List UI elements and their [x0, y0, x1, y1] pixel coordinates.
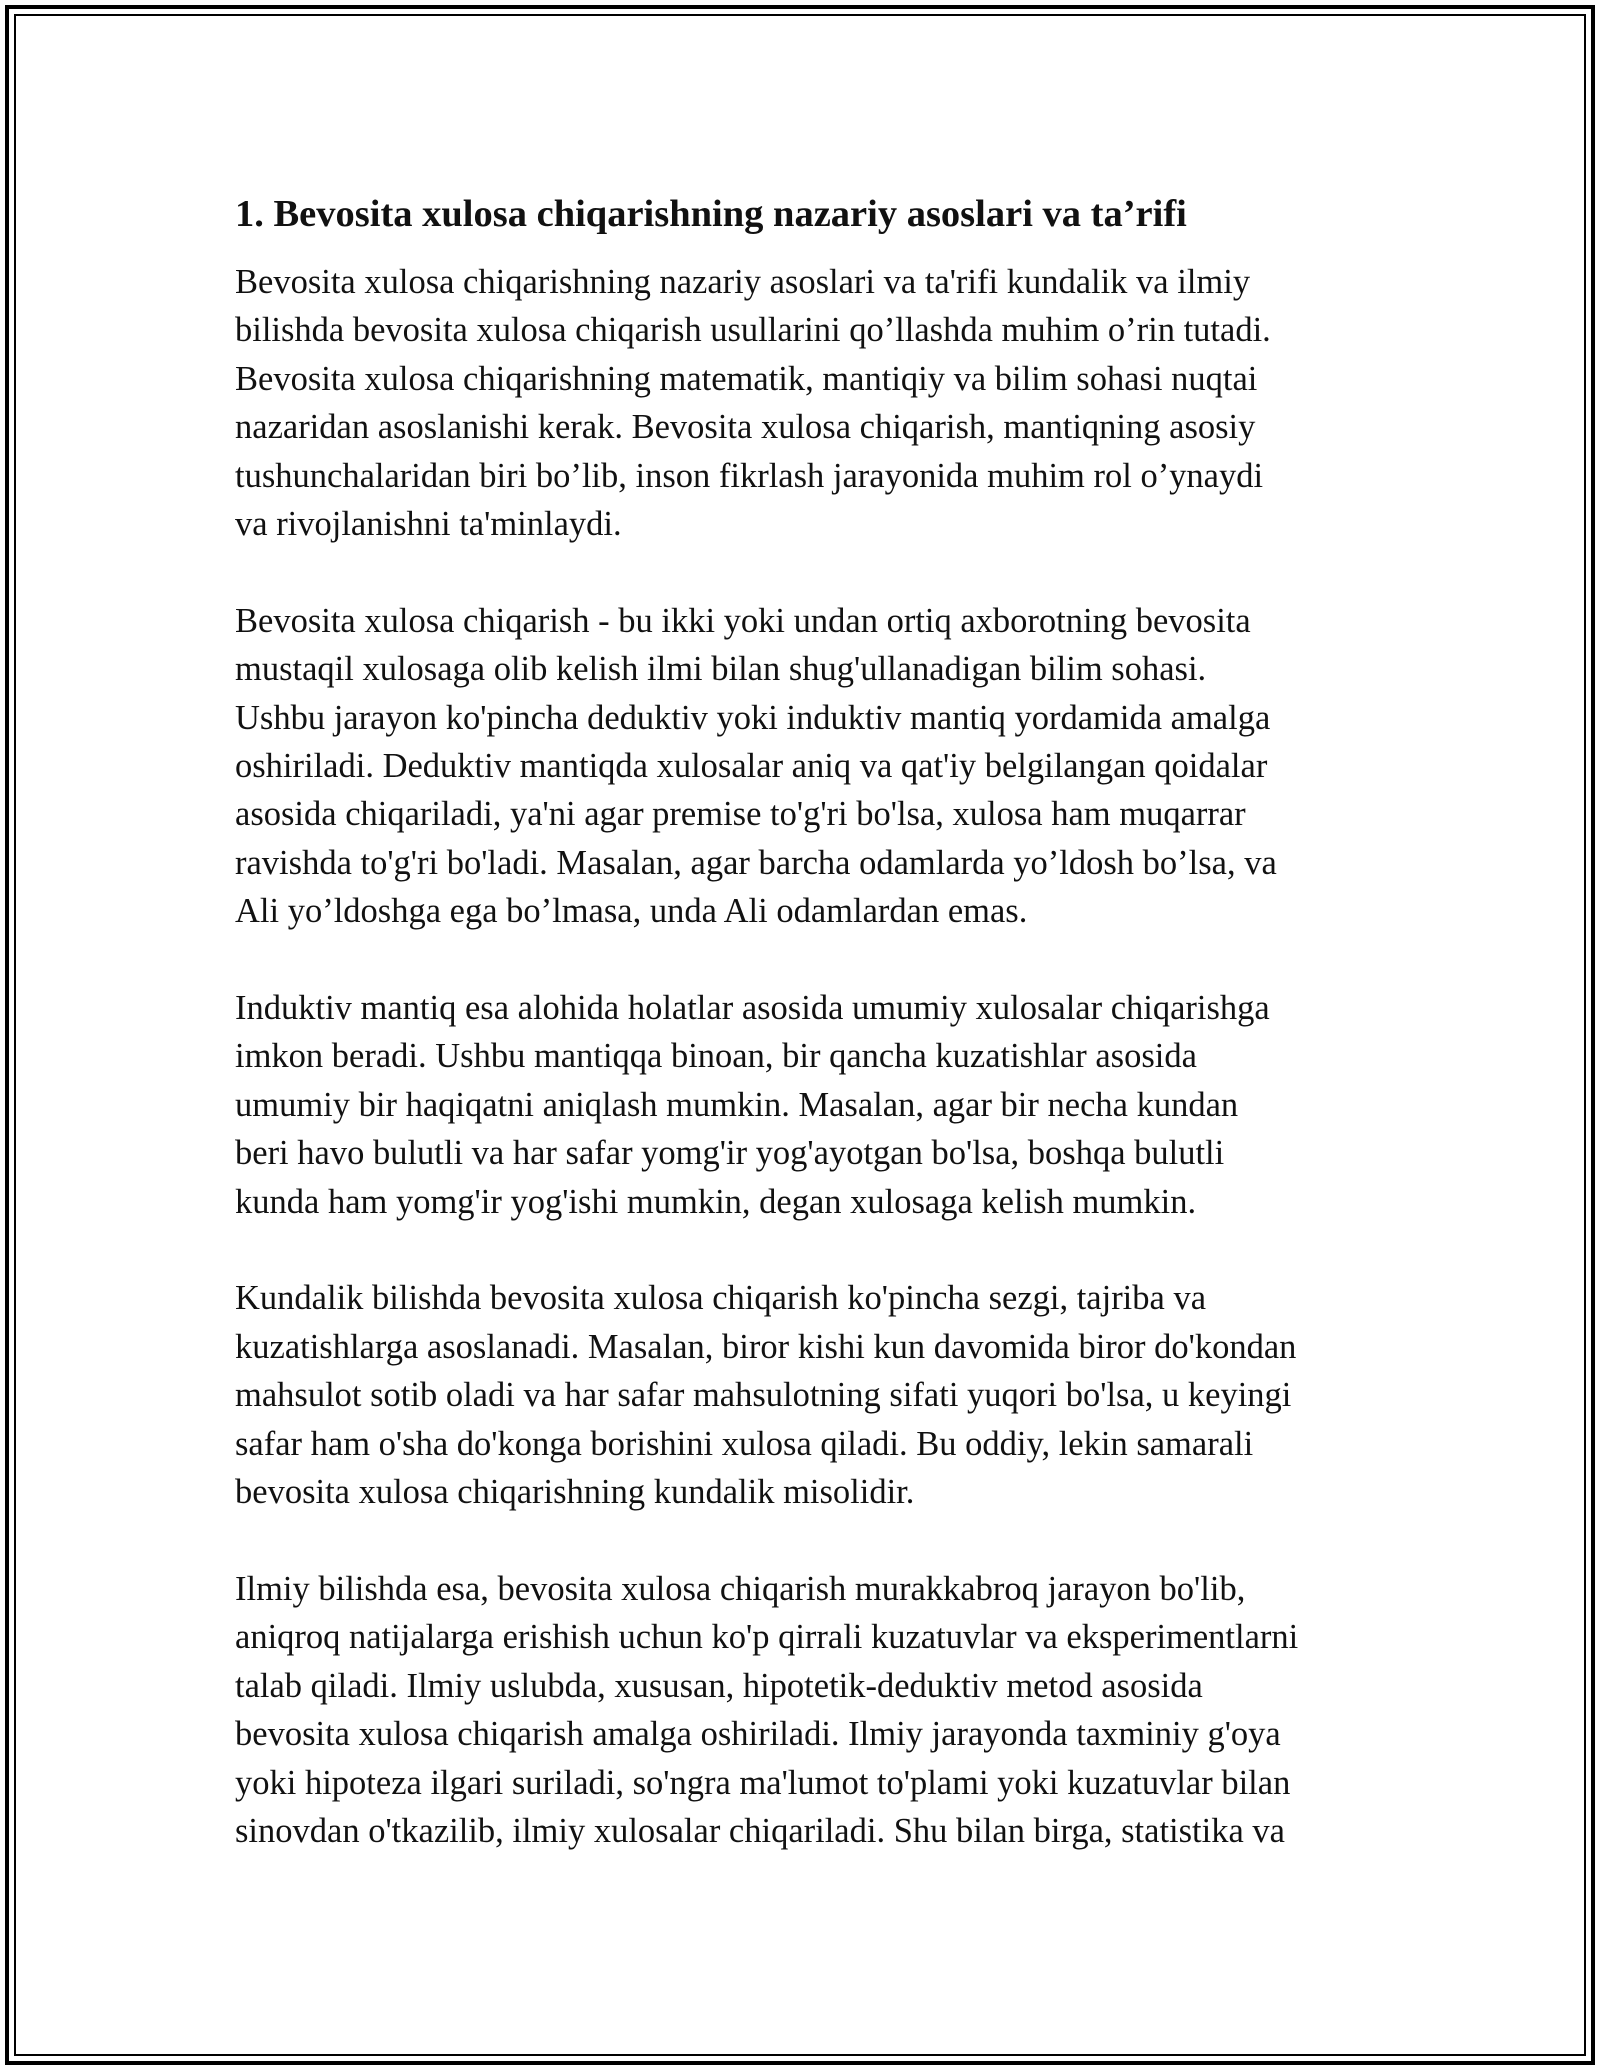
text-line: mustaqil xulosaga olib kelish ilmi bilan shug'ullanadigan bilim sohasi. — [235, 650, 1207, 689]
paragraph-2 — [235, 597, 1385, 936]
text-line: kuzatishlarga asoslanadi. Masalan, biror kishi kun davomida biror do'kondan — [235, 1327, 1297, 1366]
paragraph-1 — [235, 258, 1385, 548]
text-line: imkon beradi. Ushbu mantiqqa binoan, bir qancha kuzatishlar asosida — [235, 1037, 1197, 1076]
text-line: Ilmiy bilishda esa, bevosita xulosa chiqarish murakkabroq jarayon bo'lib, — [235, 1569, 1246, 1608]
text-line: Ushbu jarayon ko'pincha deduktiv yoki induktiv mantiq yordamida amalga — [235, 698, 1271, 737]
text-line: va rivojlanishni ta'minlaydi. — [235, 505, 622, 544]
text-line: tushunchalaridan biri bo’lib, inson fikrlash jarayonida muhim rol o’ynaydi — [235, 456, 1264, 495]
text-line: Ali yo’ldoshga ega bo’lmasa, unda Ali odamlardan emas. — [235, 892, 1028, 931]
document-body — [235, 184, 1385, 1904]
text-line: Bevosita xulosa chiqarishning nazariy asoslari va ta'rifi kundalik va ilmiy — [235, 263, 1251, 301]
text-line: sinovdan o'tkazilib, ilmiy xulosalar chiqariladi. Shu bilan birga, statistika va — [235, 1811, 1285, 1850]
text-line: Induktiv mantiq esa alohida holatlar asosida umumiy xulosalar chiqarishga — [235, 989, 1270, 1028]
text-line: ravishda to'g'ri bo'ladi. Masalan, agar barcha odamlarda yo’ldosh bo’lsa, va — [235, 843, 1277, 882]
text-line: asosida chiqariladi, ya'ni agar premise to'g'ri bo'lsa, xulosa ham muqarrar — [235, 795, 1246, 834]
text-line: Kundalik bilishda bevosita xulosa chiqarish ko'pincha sezgi, tajriba va — [235, 1279, 1207, 1318]
text-line: nazaridan asoslanishi kerak. Bevosita xulosa chiqarish, mantiqning asosiy — [235, 408, 1256, 447]
text-line: aniqroq natijalarga erishish uchun ko'p qirrali kuzatuvlar va eksperimentlarni — [235, 1618, 1299, 1657]
text-line: bevosita xulosa chiqarish amalga oshiriladi. Ilmiy jarayonda taxminiy g'oya — [235, 1715, 1281, 1754]
text-line: talab qiladi. Ilmiy uslubda, xususan, hipotetik-deduktiv metod asosida — [235, 1666, 1203, 1705]
section-heading: 1. Bevosita xulosa chiqarishning nazariy asoslari va ta’rifi — [235, 193, 1187, 235]
text-line: beri havo bulutli va har safar yomg'ir yog'ayotgan bo'lsa, boshqa bulutli — [235, 1134, 1225, 1173]
text-line: safar ham o'sha do'konga borishini xulosa qiladi. Bu oddiy, lekin samarali — [235, 1424, 1254, 1463]
text-line: oshiriladi. Deduktiv mantiqda xulosalar aniq va qat'iy belgilangan qoidalar — [235, 747, 1268, 786]
text-line: bilishda bevosita xulosa chiqarish usullarini qo’llashda muhim o’rin tutadi. — [235, 311, 1271, 350]
paragraph-4 — [235, 1274, 1385, 1516]
text-line: Bevosita xulosa chiqarishning matematik, mantiqiy va bilim sohasi nuqtai — [235, 359, 1258, 398]
text-line: bevosita xulosa chiqarishning kundalik misolidir. — [235, 1473, 915, 1512]
text-line: yoki hipoteza ilgari suriladi, so'ngra ma'lumot to'plami yoki kuzatuvlar bilan — [235, 1763, 1291, 1802]
text-line: mahsulot sotib oladi va har safar mahsulotning sifati yuqori bo'lsa, u keyingi — [235, 1376, 1292, 1415]
text-line: umumiy bir haqiqatni aniqlash mumkin. Masalan, agar bir necha kundan — [235, 1085, 1239, 1124]
text-line: kunda ham yomg'ir yog'ishi mumkin, degan xulosaga kelish mumkin. — [235, 1182, 1197, 1221]
paragraph-3 — [235, 984, 1385, 1226]
text-line: Bevosita xulosa chiqarish - bu ikki yoki undan ortiq axborotning bevosita — [235, 601, 1251, 640]
paragraph-5 — [235, 1565, 1385, 1855]
